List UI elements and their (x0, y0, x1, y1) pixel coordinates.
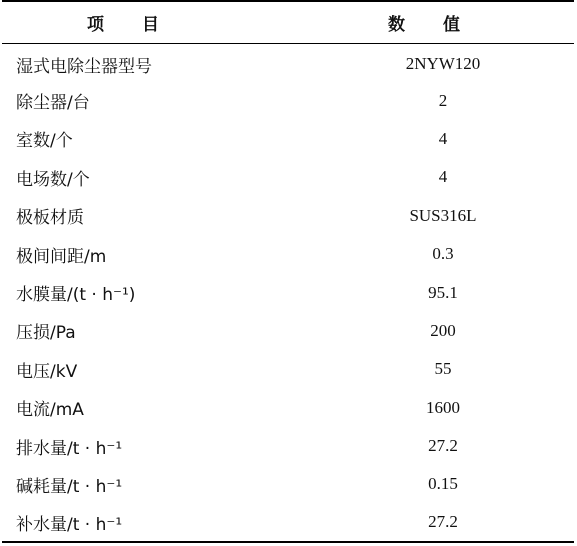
table-row (2, 465, 574, 503)
row-value: 95.1 (428, 282, 458, 302)
row-item: 室数/个 (16, 131, 73, 152)
parameter-table-container (2, 0, 574, 546)
table-header-row (2, 1, 574, 43)
table-row (2, 389, 574, 427)
row-item: 电场数/个 (16, 169, 90, 190)
table-row (2, 504, 574, 542)
table-row (2, 43, 574, 81)
row-item: 极间间距/m (16, 246, 107, 267)
row-value: 0.15 (428, 474, 458, 494)
row-item: 补水量/t · h⁻¹ (16, 514, 123, 535)
row-item: 压损/Pa (16, 323, 76, 344)
row-value: 27.2 (428, 436, 458, 456)
table-row (2, 235, 574, 273)
row-value: 55 (434, 359, 452, 379)
table-row (2, 312, 574, 350)
row-item: 水膜量/(t · h⁻¹) (16, 285, 136, 306)
table-row (2, 273, 574, 311)
row-item: 湿式电除尘器型号 (16, 56, 152, 77)
row-value: 4 (438, 128, 448, 148)
row-value: 0.3 (432, 244, 454, 264)
table-row (2, 427, 574, 465)
row-item: 碱耗量/t · h⁻¹ (16, 476, 123, 497)
row-item: 极板材质 (16, 208, 84, 229)
row-item: 排水量/t · h⁻¹ (16, 438, 123, 459)
row-value: SUS316L (409, 205, 477, 225)
table-row (2, 120, 574, 158)
row-value: 2NYW120 (405, 54, 481, 74)
table-row (2, 197, 574, 235)
row-value: 1600 (426, 397, 460, 417)
row-item: 除尘器/台 (16, 93, 90, 114)
parameter-table (2, 0, 574, 543)
row-value: 27.2 (428, 512, 458, 532)
row-value: 200 (430, 320, 456, 340)
table-row (2, 158, 574, 196)
table-row (2, 81, 574, 119)
header-item: 项目 (87, 14, 197, 35)
table-row (2, 350, 574, 388)
header-value: 数值 (388, 14, 498, 35)
row-item: 电流/mA (16, 400, 84, 421)
row-value: 2 (438, 90, 448, 110)
row-item: 电压/kV (16, 361, 78, 382)
row-value: 4 (438, 167, 448, 187)
